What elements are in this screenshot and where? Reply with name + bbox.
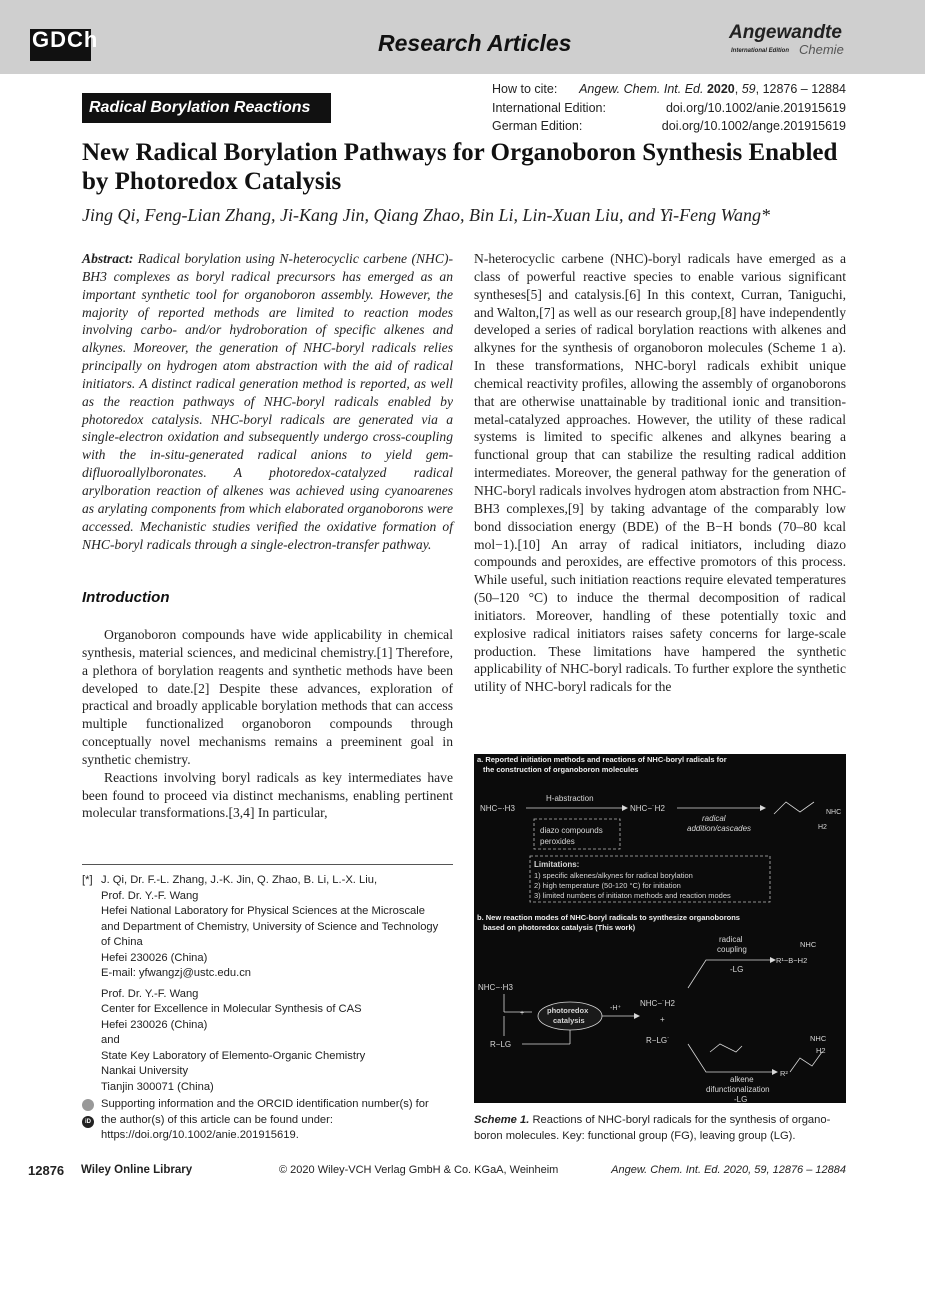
product-a-nhc: NHC — [826, 809, 842, 816]
scheme-caption — [474, 1113, 846, 1144]
limitation-1: 1) specific alkenes/alkynes for radical borylation — [534, 871, 693, 880]
radical-addition-label-2: addition/cascades — [687, 824, 752, 833]
scheme-caption-text: Reactions of NHC-boryl radicals for the synthesis of organoboron molecules. Key: functional group (FG), leaving group (LG). — [474, 1114, 831, 1142]
affiliation-line: Hefei 230026 (China) — [101, 1018, 208, 1031]
copyright-notice: © 2020 Wiley-VCH Verlag GmbH & Co. KGaA, Weinheim — [279, 1164, 559, 1176]
alkene-label-1: alkene — [730, 1075, 754, 1084]
right-column-paragraph: N-heterocyclic carbene (NHC)-boryl radicals have emerged as a class of powerful reactive species to enable various significant syntheses[5] and catalysis.[6] In this context, Curran, Taniguchi, and Walton,[7] as well as our research group,[8] have independently developed a series of radical borylation reactions with alkenes and alkynes for the synthesis of organoboron molecules (Scheme 1 a). In these transformations, NHC-boryl radicals exhibit unique chemical reactivity profiles, allowing the assembly of organoborons that are otherwise unattainable by traditional ionic and transition-metal-catalyzed approaches. However, the utility of these radical systems is limited to specific alkenes and alkynes bearing a functional group that can stabilize the resulting radical addition intermediates. Moreover, the general pathway for the generation of NHC-boryl radicals involves hydrogen atom abstraction from NHC-BH3 complexes,[9] by taking advantage of the comparably low bond dissociation energy (BDE) of the B−H bonds (70–80 kcal mol−1).[10] An array of radical initiators, including diazo compounds and peroxides, are effective promotors of this process. While useful, such initiation reactions require elevated temperatures (50–120 °C) to induce the thermal decomposition of radical initiators. Moreover, handling of these potentially toxic and explosive radical initiators raises safety concerns for large-scale production. These limitations have hampered the synthetic applicability of NHC-boryl radicals. To further explore the synthetic utility of NHC-boryl radicals for the — [474, 251, 846, 695]
affiliation-line: Center for Excellence in Molecular Synthesis of CAS — [101, 1003, 362, 1015]
german-edition-row — [492, 117, 846, 136]
cite-pages: 12876 – 12884 — [762, 82, 846, 96]
h-abstraction-label: H-abstraction — [546, 794, 594, 803]
minus-h-label: -H⁺ — [610, 1005, 622, 1012]
journal-logo-edition: International Edition — [731, 48, 789, 54]
affiliation-block-1 — [101, 873, 453, 982]
author-affiliations — [82, 873, 453, 1095]
supporting-info-icon — [82, 1099, 94, 1111]
arrow-head — [622, 805, 628, 811]
radical-addition-label-1: radical — [702, 814, 726, 823]
b-nhc-bh3-label: NHC−·H3 — [478, 983, 513, 992]
coupling-lg-label: -LG — [730, 965, 744, 974]
affiliation-block-2 — [101, 987, 453, 1096]
part-a-title-2: the construction of organoboron molecules — [483, 765, 639, 774]
abstract-label: Abstract: — [82, 251, 134, 266]
arrow-head — [760, 805, 766, 811]
product-b2-nhc: NHC — [810, 1034, 827, 1043]
affiliation-line: and Department of Chemistry, University of Science and Technology — [101, 920, 439, 933]
limitation-2: 2) high temperature (50-120 °C) for initiation — [534, 881, 681, 890]
product-b2-r2: R² — [780, 1069, 788, 1078]
diazo-label: diazo compounds — [540, 826, 603, 835]
intl-doi-link[interactable]: doi.org/10.1002/anie.201915619 — [665, 100, 846, 115]
german-doi-link[interactable]: doi.org/10.1002/ange.201915619 — [661, 119, 846, 133]
product-skeleton-b2 — [790, 1052, 822, 1072]
cite-volume: 59 — [741, 82, 756, 96]
affiliation-line: Hefei National Laboratory for Physical Sciences at the Microscale — [101, 905, 425, 917]
coupling-arrow — [688, 960, 770, 988]
intro-paragraph-2: Reactions involving boryl radicals as key intermediates have been found to proceed via distinct mechanisms, enabling pertinent molecular transformations.[3,4] In particular, — [82, 769, 453, 821]
intl-edition-label: International Edition: — [492, 100, 606, 115]
part-a-title-1: a. Reported initiation methods and reactions of NHC-boryl radicals for — [477, 755, 727, 764]
product-skeleton-a — [774, 802, 814, 814]
product-b2-h2: H2 — [816, 1046, 826, 1055]
mid-plus-label: + — [660, 1015, 665, 1024]
journal-logo-sub: Chemie — [799, 42, 844, 57]
introduction-heading: Introduction — [82, 589, 170, 606]
affiliation-line: of China — [101, 936, 143, 948]
radical-coupling-label-1: radical — [719, 935, 743, 944]
how-to-cite-label: How to cite: — [492, 82, 558, 96]
section-title: Research Articles — [378, 30, 572, 56]
supporting-information — [82, 1097, 453, 1144]
right-column-text — [474, 250, 846, 696]
footnote-mark: [*] — [82, 874, 93, 886]
mid-rlg-label: R−LG˙ — [646, 1036, 670, 1045]
citation-block — [492, 80, 846, 136]
journal-logo — [729, 22, 847, 62]
scheme-caption-label: Scheme 1. — [474, 1114, 530, 1126]
nhc-bh3-label: NHC−·H3 — [480, 804, 515, 813]
cite-year: 2020 — [706, 82, 735, 96]
article-title: New Radical Borylation Pathways for Organoboron Synthesis Enabled by Photoredox Catalysis — [82, 139, 838, 195]
how-to-cite-row — [492, 80, 846, 99]
footnote-divider — [82, 864, 453, 865]
support-doi-link[interactable]: https://doi.org/10.1002/anie.201915619. — [101, 1129, 299, 1141]
peroxides-label: peroxides — [540, 837, 575, 846]
photoredox-label-1: photoredox — [547, 1006, 589, 1015]
wiley-online-library-link[interactable]: Wiley Online Library — [81, 1164, 193, 1176]
nhc-bh2-radical-label: NHC−˙H2 — [630, 804, 665, 813]
email-link[interactable]: E-mail: yfwangzj@ustc.edu.cn — [101, 967, 252, 979]
product-b1-formula: R¹−B−H2 — [776, 956, 808, 965]
mid-nhc-bh2-label: NHC−˙H2 — [640, 999, 675, 1008]
orcid-icon: iD — [82, 1116, 94, 1128]
arrow-head — [772, 1069, 778, 1075]
photoredox-label-2: catalysis — [553, 1016, 585, 1025]
intl-edition-row — [492, 99, 846, 118]
journal-logo-name: Angewandte — [729, 22, 842, 43]
page-footer — [28, 1163, 846, 1181]
page-number: 12876 — [28, 1163, 65, 1178]
affiliation-line: Prof. Dr. Y.-F. Wang — [101, 889, 199, 902]
affiliation-line: State Key Laboratory of Elemento-Organic Chemistry — [101, 1049, 366, 1062]
abstract-column — [82, 250, 453, 553]
limitations-title: Limitations: — [534, 860, 580, 869]
introduction-text — [82, 626, 453, 822]
support-line: the author(s) of this article can be found under: — [101, 1113, 333, 1126]
journal-reference: Angew. Chem. Int. Ed. 2020, 59, 12876 – 12884 — [611, 1164, 846, 1176]
radical-coupling-label-2: coupling — [717, 945, 747, 954]
alkene-label-2: difunctionalization — [706, 1085, 770, 1094]
scheme-1-figure — [474, 754, 846, 1103]
affiliation-line: Prof. Dr. Y.-F. Wang — [101, 987, 199, 1000]
affiliation-line: Nankai University — [101, 1065, 189, 1077]
alkene-skeleton — [710, 1044, 742, 1052]
plus-sign: + — [520, 1010, 525, 1017]
affiliation-line: J. Qi, Dr. F.-L. Zhang, J.-K. Jin, Q. Zhao, B. Li, L.-X. Liu, — [101, 874, 378, 886]
abstract-text: Radical borylation using N-heterocyclic carbene (NHC)-BH3 complexes as boryl radical precursors has emerged as an important synthetic tool for organoboron assembly. However, the majority of reported methods are limited to reaction modes involving carbo- and/or hydroboration of specific alkenes and alkynes. Moreover, the generation of NHC-boryl radicals relies principally on hydrogen atom abstraction with the aid of radical initiators. A distinct radical generation method is reported, as well as the reaction pathways of NHC-boryl radicals enabled by photoredox catalysis. NHC-boryl radicals are generated via a single-electron oxidation and subsequently undergo cross-coupling with the in-situ-generated radical anions to yield gem-difluoroallylboronates. A photoredox-catalyzed radical arylboration reaction of alkenes was achieved using cyanoarenes as arylating components from which elaborated organoborons were accessed. Mechanistic studies verified the oxidative formation of NHC-boryl radicals through a single-electron-transfer pathway. — [82, 251, 453, 552]
publisher-logo: GDCh — [30, 29, 91, 61]
intro-paragraph-1: Organoboron compounds have wide applicability in chemical synthesis, material sciences, and medicinal chemistry.[1] Therefore, a plethora of borylation reagents and synthetic methods have been developed to date.[2] Despite these advances, exploration of practical and broadly applicable borylation methods that can access multiple functionalized organoboron compounds through conceptually novel mechanisms remains a preeminent goal in synthetic chemistry. — [82, 627, 453, 767]
affiliation-line: and — [101, 1034, 120, 1046]
r-lg-label: R−LG — [490, 1040, 512, 1049]
support-line: Supporting information and the ORCID identification number(s) for — [101, 1098, 429, 1110]
part-b-title-1: b. New reaction modes of NHC-boryl radicals to synthesize organoborons — [477, 913, 740, 922]
alkene-label-3: -LG — [734, 1095, 748, 1103]
part-b-title-2: based on photoredox catalysis (This work) — [483, 923, 636, 932]
difunctionalization-arrow — [688, 1044, 772, 1072]
limitation-3: 3) limited numbers of initiaton methods and reaction modes — [534, 891, 731, 900]
scheme-1-diagram — [474, 754, 846, 1103]
german-edition-label: German Edition: — [492, 119, 583, 133]
abstract — [82, 250, 453, 553]
cite-journal: Angew. Chem. Int. Ed. — [579, 82, 704, 96]
product-b1-nhc: NHC — [800, 940, 817, 949]
category-badge: Radical Borylation Reactions — [82, 93, 331, 123]
author-list: Jing Qi, Feng-Lian Zhang, Ji-Kang Jin, Qiang Zhao, Bin Li, Lin-Xuan Liu, and Yi-Feng Wang* — [82, 205, 770, 225]
product-a-h2: H2 — [818, 824, 827, 831]
affiliation-line: Hefei 230026 (China) — [101, 951, 208, 964]
affiliation-line: Tianjin 300071 (China) — [101, 1080, 214, 1093]
arrow-head — [634, 1013, 640, 1019]
how-to-cite-value: Angew. Chem. Int. Ed. 2020, 59, 12876 – 12884 — [579, 82, 846, 96]
